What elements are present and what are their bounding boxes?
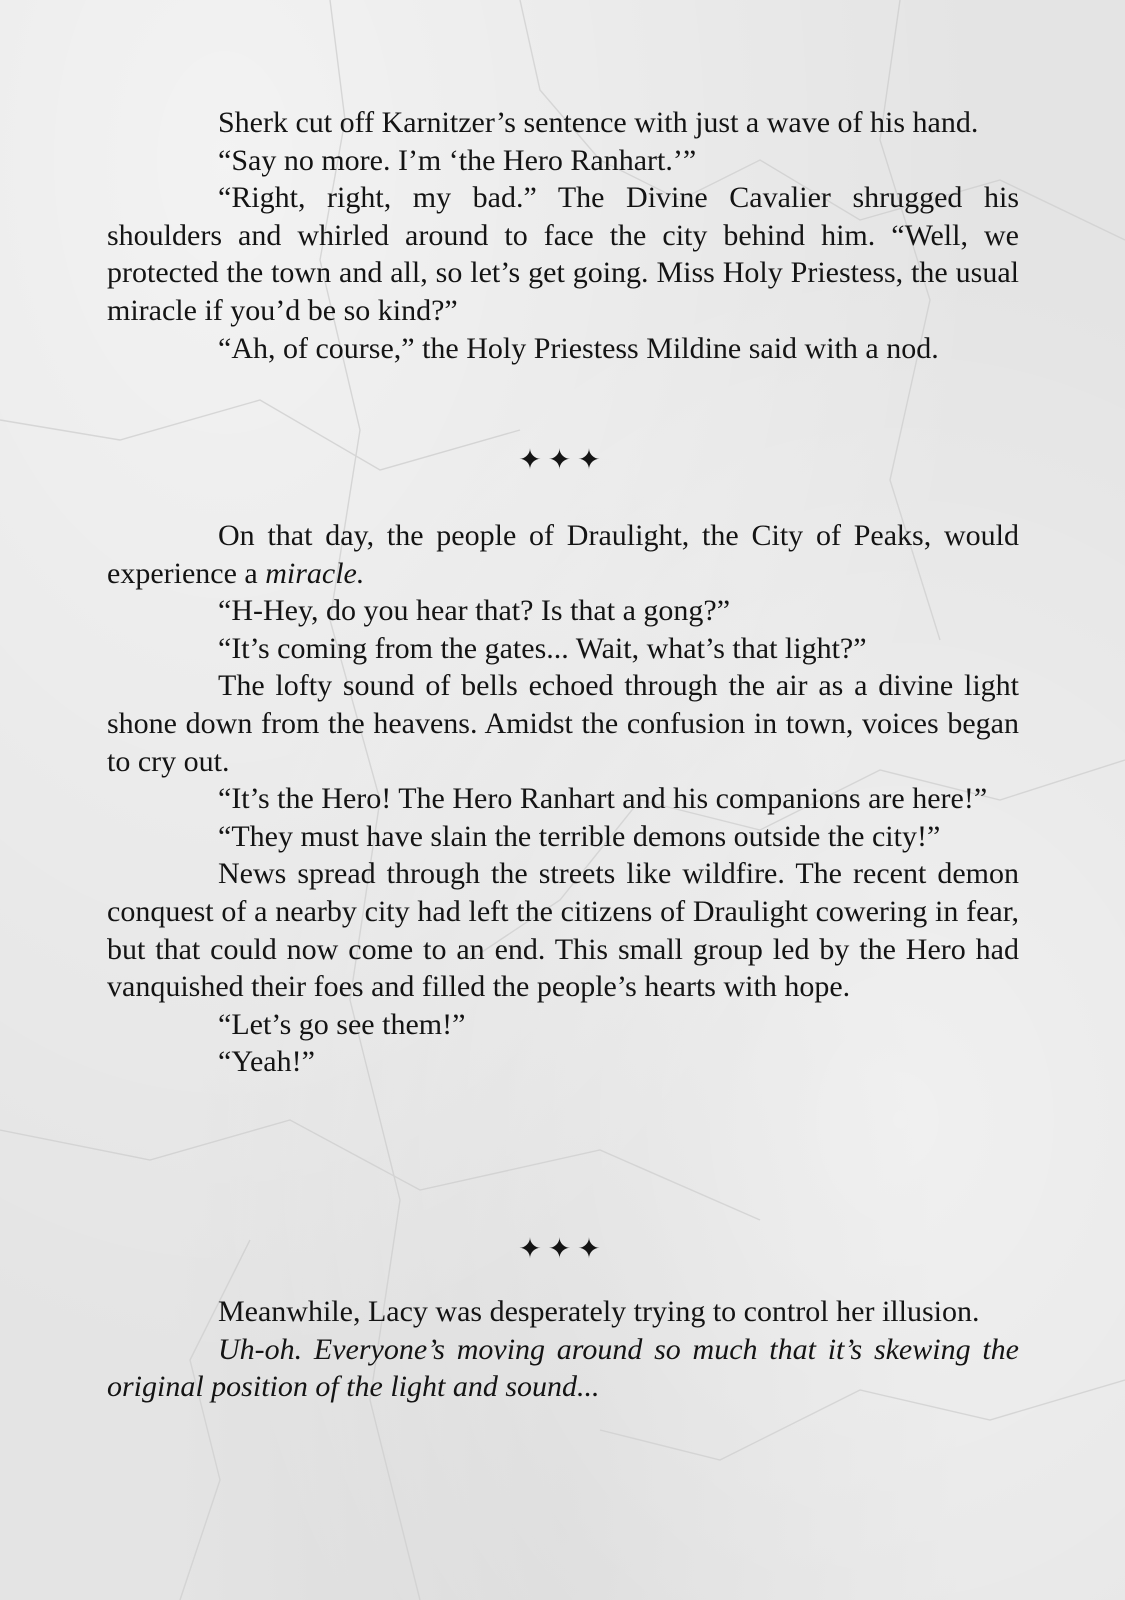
paragraph: Meanwhile, Lacy was desperately trying to control her illusion. [218,1295,980,1328]
paper-crease [0,1120,760,1220]
scene-break-ornament: ✦✦✦ [518,1232,607,1265]
paragraph: “It’s coming from the gates... Wait, what’s that light?” [218,631,867,665]
paragraph: “They must have slain the terrible demons outside the city!” [218,819,941,853]
section-3 [107,1293,1019,1406]
paragraph-text: On that day, the people of Draulight, the City of Peaks, would experience a [107,519,1019,590]
paragraph: “Right, right, my bad.” The Divine Cavalier shrugged his shoulders and whirled around to face the city behind him. “Well, we protected the town and all, so let’s get going. Miss Holy Priestess, the usual miracle if you’d be so kind?” [107,181,1019,327]
paragraph: “It’s the Hero! The Hero Ranhart and his companions are here!” [218,782,988,816]
paragraph [107,1331,1019,1406]
emphasis-text: miracle. [265,556,365,590]
section-1 [107,104,1019,367]
paragraph: “Let’s go see them!” [218,1007,466,1041]
section-2 [107,517,1019,1081]
scene-break-ornament: ✦✦✦ [518,443,607,476]
paragraph [107,517,1019,592]
paragraph: The lofty sound of bells echoed through the air as a divine light shone down from the heavens. Amidst the confusion in town, voices began to cry out. [107,669,1019,778]
italic-thought-text: Uh-oh. Everyone’s moving around so much that it’s skewing the original position of the light and sound... [107,1332,1019,1404]
paragraph: “H-Hey, do you hear that? Is that a gong?” [218,594,731,628]
paragraph: Sherk cut off Karnitzer’s sentence with just a wave of his hand. [218,106,979,139]
paragraph: News spread through the streets like wildfire. The recent demon conquest of a nearby city had left the citizens of Draulight cowering in fear, but that could now come to an end. This small group led by the Hero had vanquished their foes and filled the people’s hearts with hope. [107,857,1019,1004]
paragraph: “Say no more. I’m ‘the Hero Ranhart.’” [218,143,697,177]
paragraph: “Yeah!” [218,1045,315,1079]
paragraph: “Ah, of course,” the Holy Priestess Mildine said with a nod. [218,331,939,365]
